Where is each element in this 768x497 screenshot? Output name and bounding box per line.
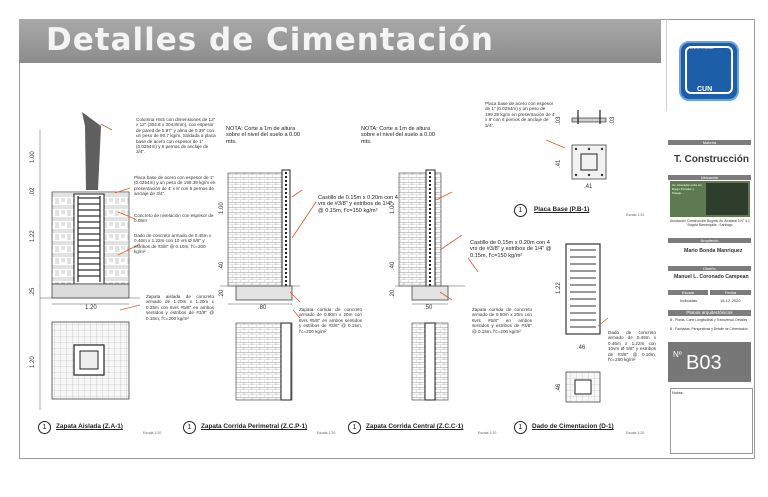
- logo-small-text: UNIVERSIDAD: [690, 46, 714, 50]
- note-dado: Dado de concreto armado de 0.46m x 0.46m x 1.22m con 10 vrs Ø 5/8" y estribos de #3/8" @ 0.10m, f'c=200 kg/m²: [134, 233, 212, 255]
- dim-c3: .20: [390, 289, 396, 298]
- scale-zapata-perimetral: Escala 1:20: [317, 431, 336, 435]
- dim-pb2: .41: [556, 159, 562, 168]
- arquitecto-label: Arquitecto: [668, 238, 751, 243]
- note-placa: Placa base de acero con espesor de 1" (0.0254m) y un peso de 199.39 kg/m en presentación de 4' x 8' con 6 pernos de anclaje de 3/4".: [134, 175, 216, 197]
- scale-dado: Escala 1:20: [626, 431, 645, 435]
- fecha-value: 18-12-2020: [720, 298, 741, 303]
- zapata-central-elevation: [395, 170, 465, 400]
- dim-a4: .25: [30, 287, 36, 296]
- dim-d1: 1.22: [556, 282, 562, 294]
- notas-label: Notas:: [672, 390, 684, 395]
- dim-a3: 1.22: [30, 230, 36, 242]
- ubicacion-label: Ubicación: [668, 175, 751, 180]
- note-zapata-aislada: Zapata aislada de concreto armado de 1.20m x 1.20m x 0.25m con 6vrs #5/8" en ambos sentidos y estribos de #3/8" @ 0.15m, f'c=200 kg/m²: [146, 294, 214, 321]
- arquitecto-value: Mario Bonda Manriquez: [684, 248, 743, 254]
- dim-p1: 1.00: [219, 202, 225, 214]
- map-caption: Av. Liberador entre Av. Diego Portales y Pasaje...: [672, 183, 702, 195]
- dim-a2: .02: [30, 187, 36, 196]
- dim-a5: 1.20: [85, 305, 97, 311]
- sheet-prefix: Nº: [673, 350, 682, 359]
- diseno-value: Manuel L. Coronado Campean: [674, 274, 749, 280]
- planos-item-2: B - Fachadas, Perspectivas y Detalle de Cimentación: [670, 327, 748, 331]
- dim-d3: .46: [556, 383, 562, 392]
- dim-pb1: .03: [556, 116, 562, 125]
- dim-p4: .80: [258, 305, 267, 311]
- note-corte-1: NOTA: Corte a 1m de altura sobre el nivel del suelo a 0.00 mts.: [226, 126, 301, 145]
- note-concreto: Concreto de nivelación con espesor de 0.05m: [134, 213, 214, 224]
- note-dado-right: Dado de concreto armado de 0.46m x 0.46m x 1.22m con 10vrs Ø 5/8" y estribos de #3/8" @ 0.10m, f'c=200 kg/m²: [608, 330, 656, 363]
- label-zapata-central: Zapata Corrida Central (Z.C.C-1): [366, 423, 464, 430]
- zapata-perimetral-elevation: [220, 170, 316, 400]
- detail-number-2: 1: [183, 421, 196, 434]
- label-dado: Dado de Cimentacion (D-1): [532, 423, 614, 430]
- note-zapata-central: Zapata corrida de concreto armado de 0.50m x 20m con 6vrs #5/8" en ambos sentidos y estribos de #3/8" @ 0.15m, f'c=200 kg/m²: [472, 307, 532, 334]
- materia-value: T. Construcción: [674, 154, 750, 165]
- planos-label: Planos arquitectónicos: [668, 310, 751, 316]
- detail-number-3: 1: [348, 421, 361, 434]
- dim-pb4: .03: [610, 116, 616, 125]
- dim-pb3: .41: [584, 184, 593, 190]
- location-address: Asociación Construcción Bogotá, Av. Arrabeal 3 N° 3-1 Bogotá Barranquilla - Santiago: [670, 219, 750, 227]
- dim-c2: .40: [390, 261, 396, 270]
- sheet-number: B03: [686, 352, 722, 374]
- fecha-label: Fecha: [710, 290, 751, 295]
- dim-p2: .40: [219, 261, 225, 270]
- planos-item-1: B - Planta, Corte Longitudinal y Transversal, Detalles: [670, 318, 748, 322]
- label-zapata-aislada: Zapata Aislada (Z.A-1): [56, 423, 123, 430]
- dim-d2: .46: [577, 345, 586, 351]
- diseno-label: Diseño: [668, 266, 751, 271]
- location-map-inset: [706, 183, 748, 215]
- logo-text: CUN: [697, 86, 713, 93]
- note-zapata-perimetral: Zapata corrida de concreto armado de 0.80m x 20m con 6vrs #5/8" en ambos sentidos y estribos de #3/8" @ 0.15m, f'c=200 kg/m²: [299, 307, 362, 334]
- detail-number-5: 1: [514, 204, 527, 217]
- page-title: Detalles de Cimentación: [46, 22, 494, 58]
- note-placa-top: Placa base de acero con espesor de 1" (0.0254m) y un peso de 199.39 kg/m en presentación de 4' x 8' con 6 pernos de anclaje de 3/4".: [485, 101, 556, 128]
- dim-c4: .50: [424, 305, 433, 311]
- note-castillo-2: Castillo de 0.15m x 0.20m con 4 vrs de #3/8" y estribos de 1/4" @ 0.15m, f'c=150 kg/m²: [470, 240, 552, 259]
- note-castillo-1: Castillo de 0.15m x 0.20m con 4 vrs de #3/8" y estribos de 1/4" @ 0.15m, f'c=150 kg/m²: [318, 195, 398, 214]
- dim-c1: 1.00: [390, 202, 396, 214]
- label-zapata-perimetral: Zapata Corrida Perimetral (Z.C.P-1): [201, 423, 308, 430]
- materia-label: Materia: [668, 140, 751, 145]
- dado-elevation: [566, 244, 608, 402]
- escala-value: Indicadas: [680, 298, 698, 303]
- zapata-aislada-elevation: [40, 112, 140, 410]
- dim-p3: .20: [219, 289, 225, 298]
- dim-a1: 1.00: [30, 151, 36, 163]
- scale-zapata-central: Escala 1:20: [478, 431, 497, 435]
- scale-placa-base: Escala 1:20: [626, 213, 645, 217]
- detail-number-4: 1: [514, 421, 527, 434]
- scale-zapata-aislada: Escala 1:20: [143, 431, 162, 435]
- dim-a6: 1.20: [30, 356, 36, 368]
- notes-box: [670, 388, 753, 454]
- detail-number-1: 1: [38, 421, 51, 434]
- escala-label: Escala: [668, 290, 708, 295]
- label-placa-base: Placa Base (P.B-1): [534, 206, 590, 213]
- note-column: Columna HSS con dimensiones de 12" x 12" (304.8 x 304.8mm), con espesor de pared de 0.97" y alma de 0.39" con un peso de 90.7 kg/m. Soldada a placa base de acero con espesor de 1" (0.0254m) y 6 pernos de anclaje de 3/4".: [136, 117, 216, 155]
- note-corte-2: NOTA: Corte a 1m de altura sobre el nivel del suelo a 0.00 mts.: [361, 126, 436, 145]
